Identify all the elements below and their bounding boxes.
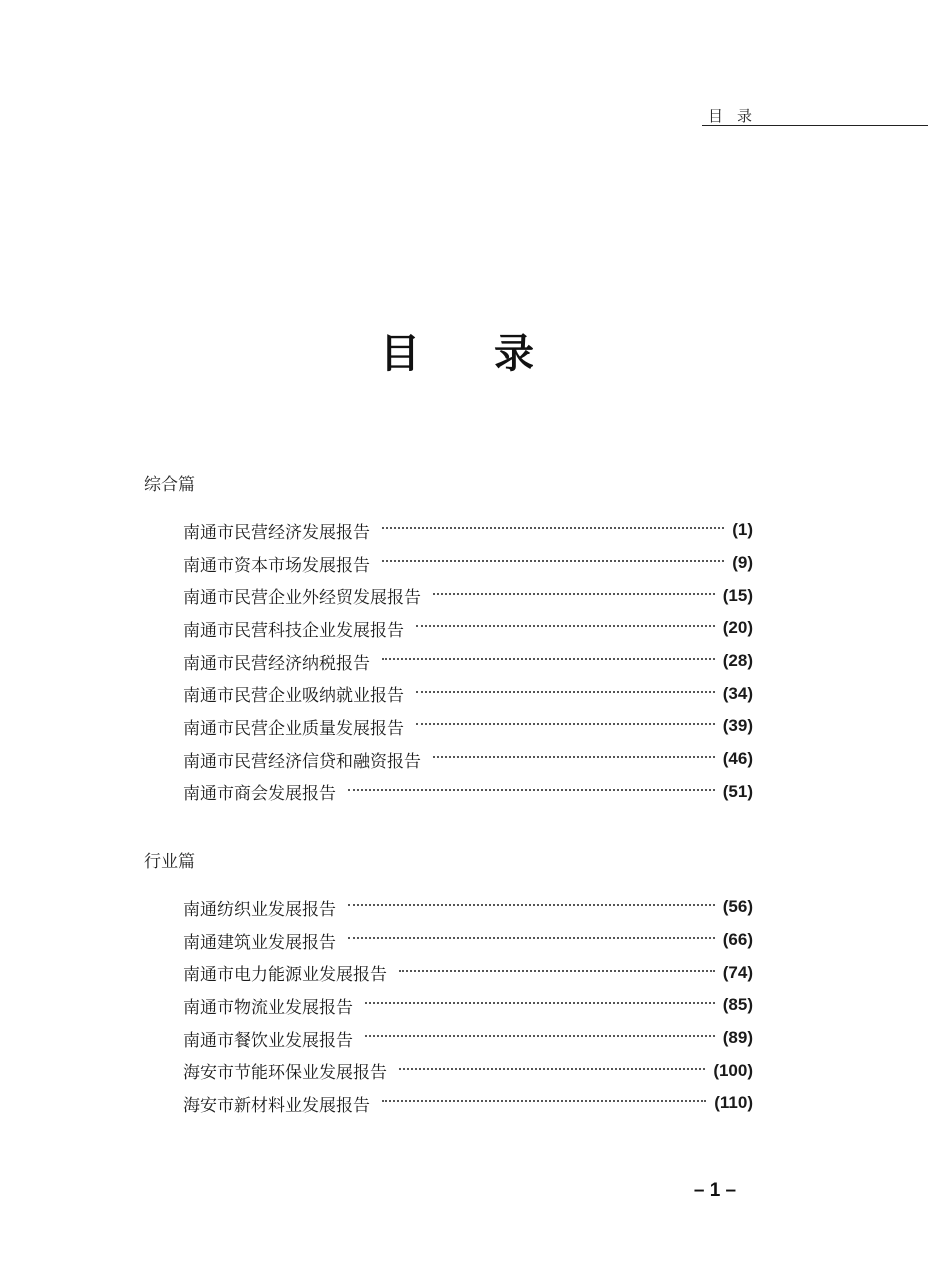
toc-entry[interactable] xyxy=(183,612,753,645)
toc-entry[interactable] xyxy=(183,1087,753,1120)
running-header-title: 目录 xyxy=(708,107,767,125)
toc-entry-page: (74) xyxy=(722,962,753,982)
toc-entry-title: 南通市民营企业吸纳就业报告 xyxy=(183,686,404,707)
toc-leader-dots xyxy=(382,1100,706,1102)
toc-leader-dots xyxy=(416,691,715,693)
toc-leader-dots xyxy=(348,904,715,906)
toc-entry-title: 南通市民营企业外经贸发展报告 xyxy=(183,588,421,609)
toc-entry-title: 海安市节能环保业发展报告 xyxy=(183,1063,387,1084)
toc-entry[interactable] xyxy=(183,547,753,580)
toc-entry-title: 南通纺织业发展报告 xyxy=(183,899,336,920)
page-title: 目录 xyxy=(380,330,608,377)
toc-entry-title: 南通市资本市场发展报告 xyxy=(183,555,370,576)
toc-entry[interactable] xyxy=(183,710,753,743)
toc-entry[interactable] xyxy=(183,743,753,776)
toc-entry-page: (1) xyxy=(732,520,753,540)
toc-entry-page: (9) xyxy=(732,553,753,573)
toc-entry[interactable] xyxy=(183,677,753,710)
toc-leader-dots xyxy=(399,970,715,972)
toc-entry[interactable] xyxy=(183,891,753,924)
toc-entry[interactable] xyxy=(183,924,753,957)
toc-entry-title: 南通市商会发展报告 xyxy=(183,784,336,805)
toc-entry-title: 南通市物流业发展报告 xyxy=(183,997,353,1018)
toc-entry[interactable] xyxy=(183,989,753,1022)
toc-leader-dots xyxy=(433,756,715,758)
toc-leader-dots xyxy=(399,1068,705,1070)
toc-entry-page: (66) xyxy=(722,930,753,950)
toc-entry-title: 海安市新材料业发展报告 xyxy=(183,1095,370,1116)
toc-entry-page: (39) xyxy=(722,716,753,736)
toc-entry-page: (20) xyxy=(722,618,753,638)
toc-entry-page: (85) xyxy=(722,995,753,1015)
toc-leader-dots xyxy=(382,560,724,562)
toc-entry[interactable] xyxy=(183,645,753,678)
toc-entry-title: 南通建筑业发展报告 xyxy=(183,932,336,953)
section-heading-comprehensive: 综合篇 xyxy=(144,475,195,495)
toc-entry-title: 南通市民营经济发展报告 xyxy=(183,522,370,543)
toc-entry-title: 南通市电力能源业发展报告 xyxy=(183,965,387,986)
toc-entry[interactable] xyxy=(183,1022,753,1055)
toc-entry-title: 南通市民营企业质量发展报告 xyxy=(183,718,404,739)
toc-entry-title: 南通市民营经济纳税报告 xyxy=(183,653,370,674)
toc-list-comprehensive xyxy=(183,514,753,808)
toc-entry-page: (89) xyxy=(722,1028,753,1048)
toc-leader-dots xyxy=(348,789,715,791)
toc-leader-dots xyxy=(433,593,715,595)
toc-entry-page: (100) xyxy=(713,1060,753,1080)
toc-entry-page: (28) xyxy=(722,651,753,671)
toc-entry-page: (51) xyxy=(722,781,753,801)
toc-leader-dots xyxy=(382,658,715,660)
toc-leader-dots xyxy=(365,1035,715,1037)
toc-entry[interactable] xyxy=(183,776,753,809)
toc-entry-title: 南通市餐饮业发展报告 xyxy=(183,1030,353,1051)
toc-entry[interactable] xyxy=(183,1054,753,1087)
toc-leader-dots xyxy=(365,1002,715,1004)
toc-list-industry xyxy=(183,891,753,1120)
toc-leader-dots xyxy=(416,625,715,627)
page-number: – 1 – xyxy=(693,1180,737,1201)
toc-entry-page: (56) xyxy=(722,897,753,917)
toc-entry[interactable] xyxy=(183,956,753,989)
toc-entry-title: 南通市民营科技企业发展报告 xyxy=(183,620,404,641)
toc-leader-dots xyxy=(382,527,724,529)
toc-entry-page: (46) xyxy=(722,749,753,769)
toc-entry-page: (110) xyxy=(714,1093,753,1113)
toc-entry[interactable] xyxy=(183,579,753,612)
toc-entry-title: 南通市民营经济信贷和融资报告 xyxy=(183,751,421,772)
section-heading-industry: 行业篇 xyxy=(144,852,195,872)
toc-leader-dots xyxy=(348,937,715,939)
toc-entry-page: (15) xyxy=(722,585,753,605)
running-header xyxy=(702,103,928,126)
toc-entry[interactable] xyxy=(183,514,753,547)
toc-leader-dots xyxy=(416,723,715,725)
toc-entry-page: (34) xyxy=(722,683,753,703)
